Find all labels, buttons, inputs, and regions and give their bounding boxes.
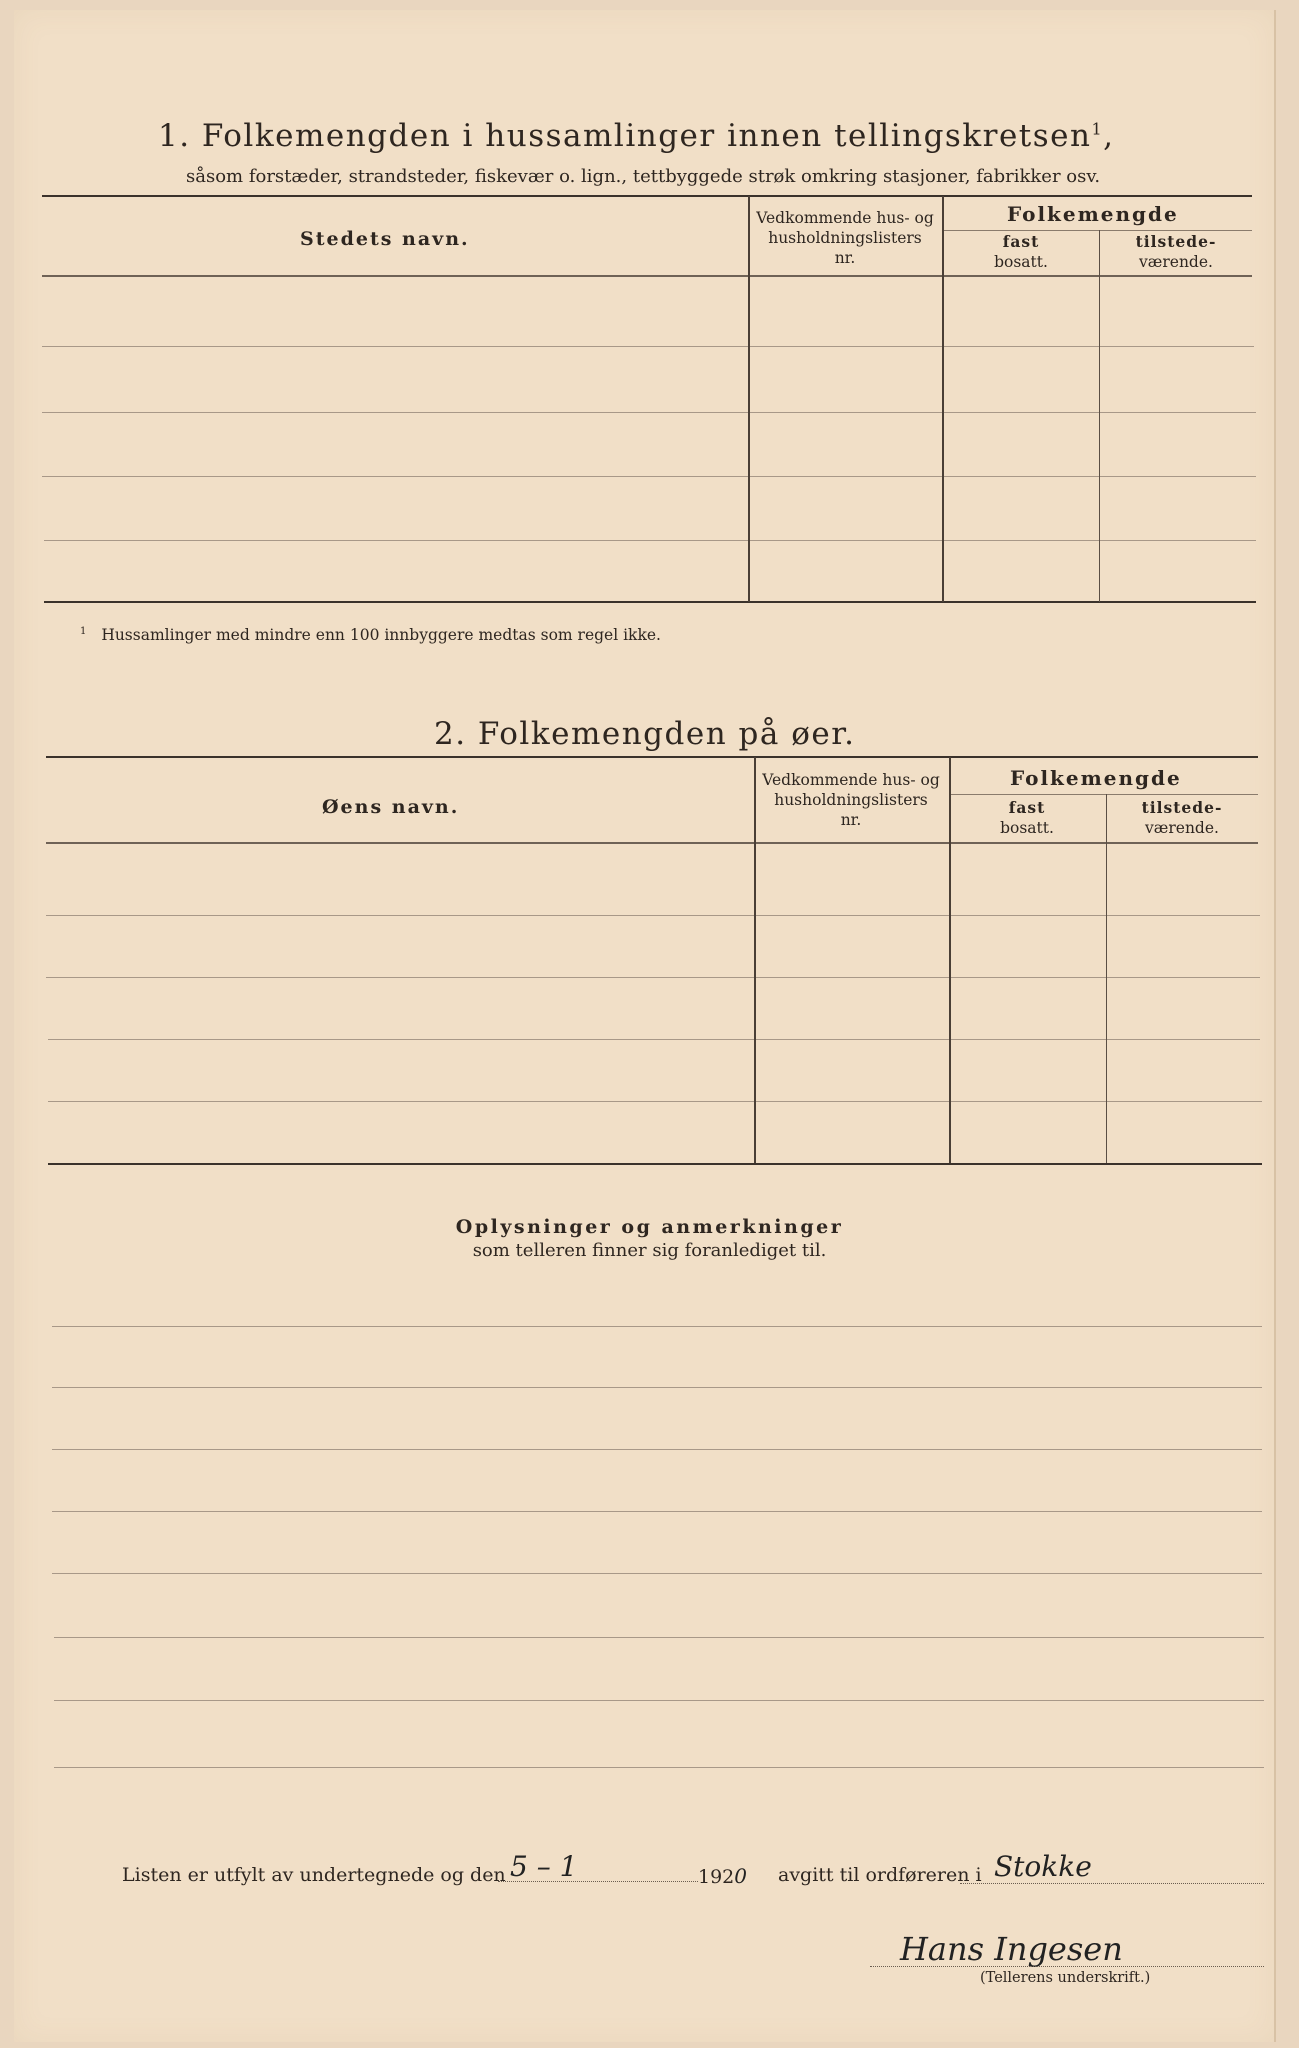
- section2-col-name: Øens navn.: [322, 796, 460, 818]
- section1-col-list-line2: husholdningslisters: [768, 229, 922, 247]
- remarks-subtitle: som telleren finner sig foranlediget til.: [472, 1240, 827, 1261]
- remarks-line: [54, 1637, 1264, 1638]
- signature-year-prefix: 192: [698, 1866, 735, 1888]
- remarks-title: Oplysninger og anmerkninger: [455, 1216, 844, 1238]
- section2-col-fast: [950, 798, 1104, 838]
- section1-col-tilstede: [1100, 232, 1252, 272]
- section2-row-line: [46, 977, 1260, 978]
- remarks-header: [0, 1216, 1299, 1261]
- remarks-line: [52, 1511, 1262, 1512]
- remarks-line: [54, 1700, 1264, 1701]
- teller-signature-line: [870, 1966, 1264, 1967]
- section1-col-list: [748, 208, 942, 268]
- teller-signature: Hans Ingesen: [900, 1930, 1123, 1968]
- section1-pop-subrule: [944, 230, 1252, 231]
- section1-top-rule: [42, 195, 1252, 197]
- section2-pop-subrule: [950, 794, 1258, 795]
- section2-col-tilstede-line1: tilstede-: [1141, 798, 1223, 817]
- section2-col-fast-line1: fast: [1008, 798, 1046, 817]
- section2-row-line: [48, 1101, 1262, 1102]
- section1-header-rule: [42, 275, 1252, 277]
- section1-footnote: [80, 626, 661, 644]
- section2-row-line: [46, 915, 1260, 916]
- remarks-line: [52, 1449, 1262, 1450]
- section1-row-line: [42, 476, 1256, 477]
- teller-signature-caption: (Tellerens underskrift.): [980, 1970, 1151, 1986]
- section2-title: 2. Folkemengden på øer.: [434, 716, 856, 752]
- section1-row-line: [42, 412, 1256, 413]
- signature-text-middle: avgitt til ordføreren i: [778, 1864, 982, 1886]
- section1-col-pop: Folkemengde: [1007, 202, 1179, 226]
- section1-col-list-line3: nr.: [834, 249, 856, 267]
- section1-col-fast-line1: fast: [1002, 232, 1040, 251]
- section1-col-list-line1: Vedkommende hus- og: [756, 209, 934, 227]
- remarks-line: [54, 1767, 1264, 1768]
- section1-subtitle: såsom forstæder, strandsteder, fiskevær o. lign., tettbyggede strøk omkring stasjoner, fabrikker osv.: [186, 166, 1101, 187]
- section1-row-line: [44, 540, 1256, 541]
- remarks-line: [52, 1326, 1262, 1327]
- section1-bottom-rule: [44, 601, 1256, 603]
- section1-title-footnote-mark: 1: [1091, 119, 1104, 139]
- section1-col-tilstede-line2: værende.: [1139, 253, 1213, 271]
- signature-year-digit: 0: [734, 1864, 747, 1888]
- section2-header-rule: [46, 842, 1258, 844]
- section1-col-divider: [942, 196, 944, 602]
- section1-col-divider: [1099, 230, 1100, 602]
- section2-row-line: [48, 1039, 1260, 1040]
- section2-col-tilstede: [1106, 798, 1258, 838]
- section1-title-text: 1. Folkemengden i hussamlinger innen tellingskretsen: [158, 118, 1092, 154]
- signature-date-line: [498, 1881, 698, 1882]
- section1-col-name: Stedets navn.: [300, 228, 470, 250]
- section1-col-fast-line2: bosatt.: [994, 253, 1048, 271]
- section2-bottom-rule: [48, 1163, 1262, 1165]
- section1-col-tilstede-line1: tilstede-: [1135, 232, 1217, 251]
- footnote-text: Hussamlinger med mindre enn 100 innbyggere medtas som regel ikke.: [101, 626, 661, 645]
- section2-col-list-line3: nr.: [840, 811, 862, 829]
- signature-text-before: Listen er utfylt av undertegnede og den: [122, 1864, 506, 1886]
- section2-col-divider: [754, 757, 756, 1163]
- section2-col-fast-line2: bosatt.: [1000, 819, 1054, 837]
- section1-title-end: ,: [1103, 118, 1115, 154]
- section2-col-list-line1: Vedkommende hus- og: [762, 771, 940, 789]
- section2-col-pop: Folkemengde: [1010, 766, 1182, 790]
- signature-municipality-line: [960, 1883, 1264, 1884]
- footnote-mark: 1: [80, 626, 87, 637]
- section2-col-divider: [1106, 794, 1107, 1163]
- document-page: [14, 10, 1276, 2042]
- section1-col-divider: [748, 196, 750, 602]
- signature-date: 5 – 1: [510, 1850, 578, 1883]
- remarks-line: [52, 1573, 1262, 1574]
- section1-row-line: [42, 346, 1254, 347]
- section2-col-divider: [949, 757, 951, 1163]
- signature-municipality: Stokke: [994, 1850, 1092, 1883]
- section2-col-tilstede-line2: værende.: [1145, 819, 1219, 837]
- section2-col-list-line2: husholdningslisters: [774, 791, 928, 809]
- section2-col-list: [754, 770, 948, 830]
- section1-col-fast: [944, 232, 1098, 272]
- section1-title: [158, 118, 1115, 154]
- remarks-line: [52, 1387, 1262, 1388]
- signature-year: [698, 1864, 747, 1888]
- section2-top-rule: [46, 756, 1258, 758]
